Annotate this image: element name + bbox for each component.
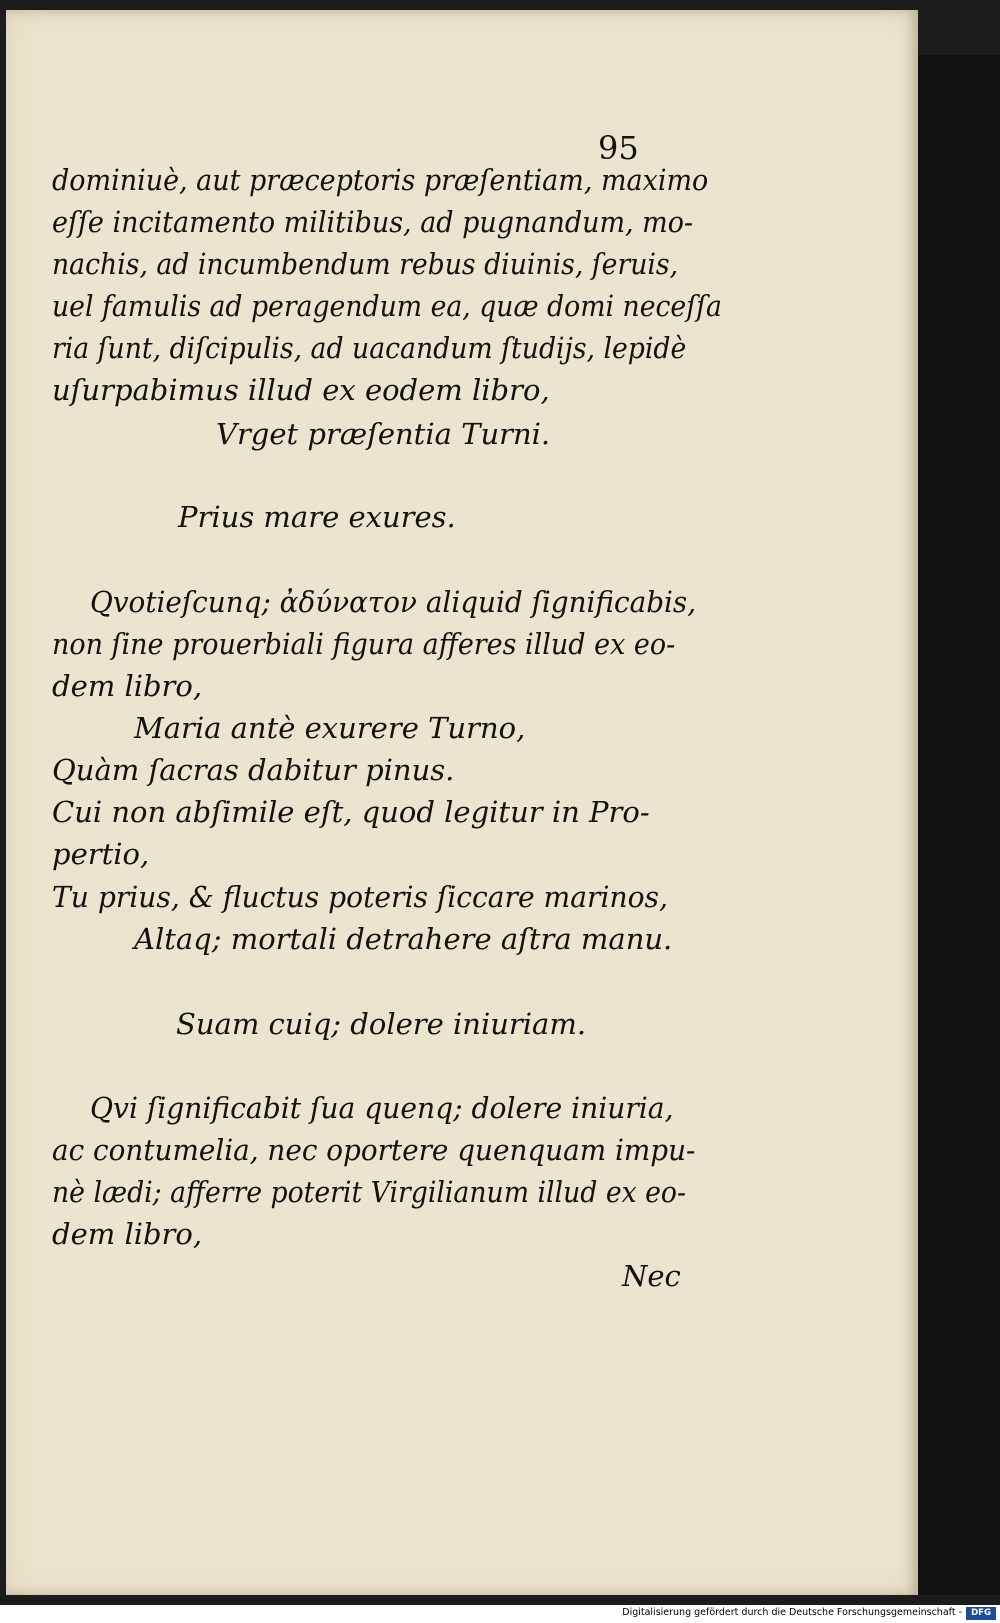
text-line: pertio,: [52, 837, 150, 871]
book-page: [6, 10, 918, 1595]
text-line: Qvi ſignificabit ſua quenq; dolere iniuria,: [90, 1091, 674, 1125]
verse-quote: Vrget præſentia Turni.: [216, 417, 551, 451]
page-number: 95: [598, 129, 639, 167]
funding-note: Digitalisierung gefördert durch die Deutsche Forschungsgemeinschaft -: [622, 1607, 962, 1618]
text-line: ac contumelia, nec oportere quenquam impu-: [52, 1133, 696, 1167]
text-line: Cui non abſimile eſt, quod legitur in Pro-: [52, 795, 650, 829]
verse-quote: Altaq; mortali detrahere aſtra manu.: [134, 922, 673, 956]
text-line: nachis, ad incumbendum rebus diuinis, ſeruis,: [52, 247, 679, 281]
text-line: Qvotieſcunq; ἀδύνατον aliquid ſignificabis,: [90, 585, 697, 619]
text-line: uel famulis ad peragendum ea, quæ domi neceſſa: [52, 289, 722, 323]
verse-quote: Maria antè exurere Turno,: [134, 711, 526, 745]
section-heading: Suam cuiq; dolere iniuriam.: [176, 1007, 587, 1041]
text-line: eſſe incitamento militibus, ad pugnandum, mo-: [52, 205, 694, 239]
dfg-logo: DFG: [966, 1607, 996, 1620]
footer: [0, 1605, 1000, 1623]
verse-quote: Tu prius, & fluctus poteris ſiccare marinos,: [52, 880, 668, 914]
text-line: non ſine prouerbiali figura afferes illud ex eo-: [52, 627, 676, 661]
page-text: [6, 10, 918, 1595]
text-line: dominiuè, aut præceptoris præſentiam, maximo: [52, 163, 709, 197]
verse-quote: Quàm ſacras dabitur pinus.: [52, 753, 455, 787]
text-line: dem libro,: [52, 1217, 203, 1251]
text-line: dem libro,: [52, 669, 203, 703]
catchword: Nec: [622, 1259, 681, 1293]
text-line: uſurpabimus illud ex eodem libro,: [52, 373, 550, 407]
section-heading: Prius mare exures.: [178, 500, 456, 534]
text-line: nè lædi; afferre poterit Virgilianum illud ex eo-: [52, 1175, 687, 1209]
book-edge: [918, 55, 1000, 1595]
text-line: ria ſunt, diſcipulis, ad uacandum ſtudijs, lepidè: [52, 331, 687, 365]
